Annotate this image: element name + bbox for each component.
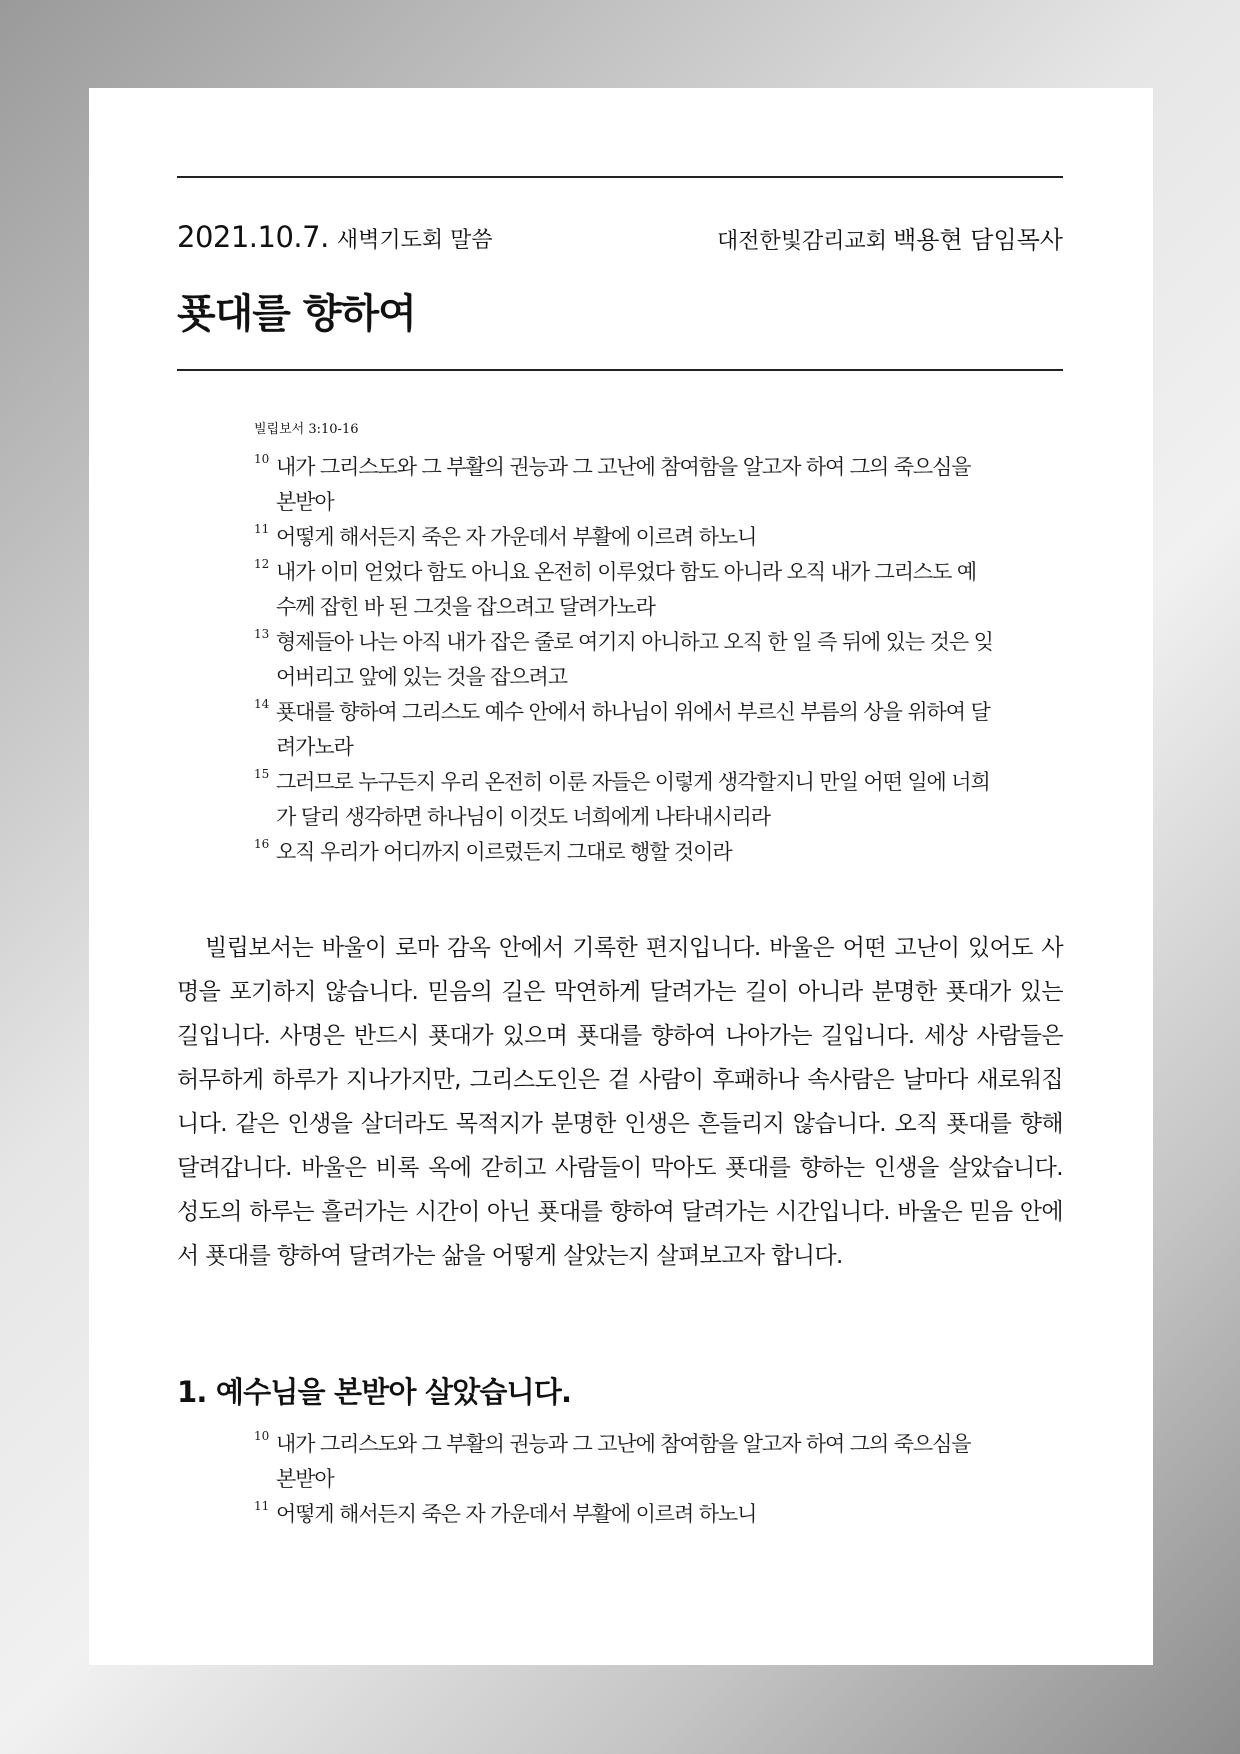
verse-number: 14 xyxy=(254,697,270,711)
verse-text: 내가 그리스도와 그 부활의 권능과 그 고난에 참여함을 알고자 하여 그의 죽으심을 본받아 xyxy=(276,455,971,514)
service-name: 새벽기도회 말씀 xyxy=(336,228,493,253)
verse-number: 13 xyxy=(254,627,270,641)
sermon-date: 2021.10.7. xyxy=(177,220,329,254)
verse-12 xyxy=(254,555,994,625)
verse-number: 11 xyxy=(254,1499,270,1513)
section-heading-1: 1. 예수님을 본받아 살았습니다. xyxy=(177,1375,572,1409)
pastor-name: 백용현 담임목사 xyxy=(893,226,1063,254)
verse-14 xyxy=(254,695,994,765)
header-row xyxy=(177,220,1063,260)
intro-paragraph: 빌립보서는 바울이 로마 감옥 안에서 기록한 편지입니다. 바울은 어떤 고난이 있어도 사명을 포기하지 않습니다. 믿음의 길은 막연하게 달려가는 길이 아니라 분명한 푯대가 있는 길입니다. 사명은 반드시 푯대가 있으며 푯대를 향하여 나아가는 길입니다. 세상 사람들은 허무하게 하루가 지나가지만, 그리스도인은 겉 사람이 후패하나 속사람은 날마다 새로워집니다. 같은 인생을 살더라도 목적지가 분명한 인생은 흔들리지 않습니다. 오직 푯대를 향해 달려갑니다. 바울은 비록 옥에 갇히고 사람들이 막아도 푯대를 향하는 인생을 살았습니다. 성도의 하루는 흘러가는 시간이 아닌 푯대를 향하여 달려가는 시간입니다. 바울은 믿음 안에서 푯대를 향하여 달려가는 삶을 어떻게 살았는지 살펴보고자 합니다. xyxy=(177,935,1063,1269)
verse-text: 푯대를 향하여 그리스도 예수 안에서 하나님이 위에서 부르신 부름의 상을 위하여 달려가노라 xyxy=(276,700,990,759)
verse-text: 오직 우리가 어디까지 이르렀든지 그대로 행할 것이라 xyxy=(276,840,732,864)
church-name: 대전한빛감리교회 xyxy=(717,229,888,254)
verse-16 xyxy=(254,835,994,870)
verse-number: 10 xyxy=(254,452,270,466)
verse-number: 15 xyxy=(254,767,270,781)
title-rule xyxy=(177,369,1063,371)
verse-13 xyxy=(254,625,994,695)
verse-text: 그러므로 누구든지 우리 온전히 이룬 자들은 이렇게 생각할지니 만일 어떤 일에 너희가 달리 생각하면 하나님이 이것도 너희에게 나타내시리라 xyxy=(276,770,990,829)
verse-text: 형제들아 나는 아직 내가 잡은 줄로 여기지 아니하고 오직 한 일 즉 뒤에 있는 것은 잊어버리고 앞에 있는 것을 잡으려고 xyxy=(276,630,993,689)
verse-11 xyxy=(254,1497,994,1532)
verse-number: 11 xyxy=(254,522,270,536)
verse-10 xyxy=(254,1427,994,1497)
verse-text: 어떻게 해서든지 죽은 자 가운데서 부활에 이르려 하노니 xyxy=(276,1502,757,1526)
verse-text: 내가 이미 얻었다 함도 아니요 온전히 이루었다 함도 아니라 오직 내가 그리스도 예수께 잡힌 바 된 그것을 잡으려고 달려가노라 xyxy=(276,560,977,619)
verse-number: 10 xyxy=(254,1429,270,1443)
section-1-scripture xyxy=(254,1427,994,1532)
verse-10 xyxy=(254,450,994,520)
scripture-passage xyxy=(254,450,994,870)
verse-number: 16 xyxy=(254,837,270,851)
verse-number: 12 xyxy=(254,557,270,571)
document-page xyxy=(89,88,1153,1665)
verse-11 xyxy=(254,520,994,555)
top-rule xyxy=(177,176,1063,178)
scripture-reference: 빌립보서 3:10-16 xyxy=(254,422,359,437)
verse-text: 어떻게 해서든지 죽은 자 가운데서 부활에 이르려 하노니 xyxy=(276,525,757,549)
header-right xyxy=(717,220,1063,255)
header-left xyxy=(177,220,493,254)
verse-15 xyxy=(254,765,994,835)
sermon-title: 푯대를 향하여 xyxy=(177,291,416,337)
verse-text: 내가 그리스도와 그 부활의 권능과 그 고난에 참여함을 알고자 하여 그의 죽으심을 본받아 xyxy=(276,1432,971,1491)
